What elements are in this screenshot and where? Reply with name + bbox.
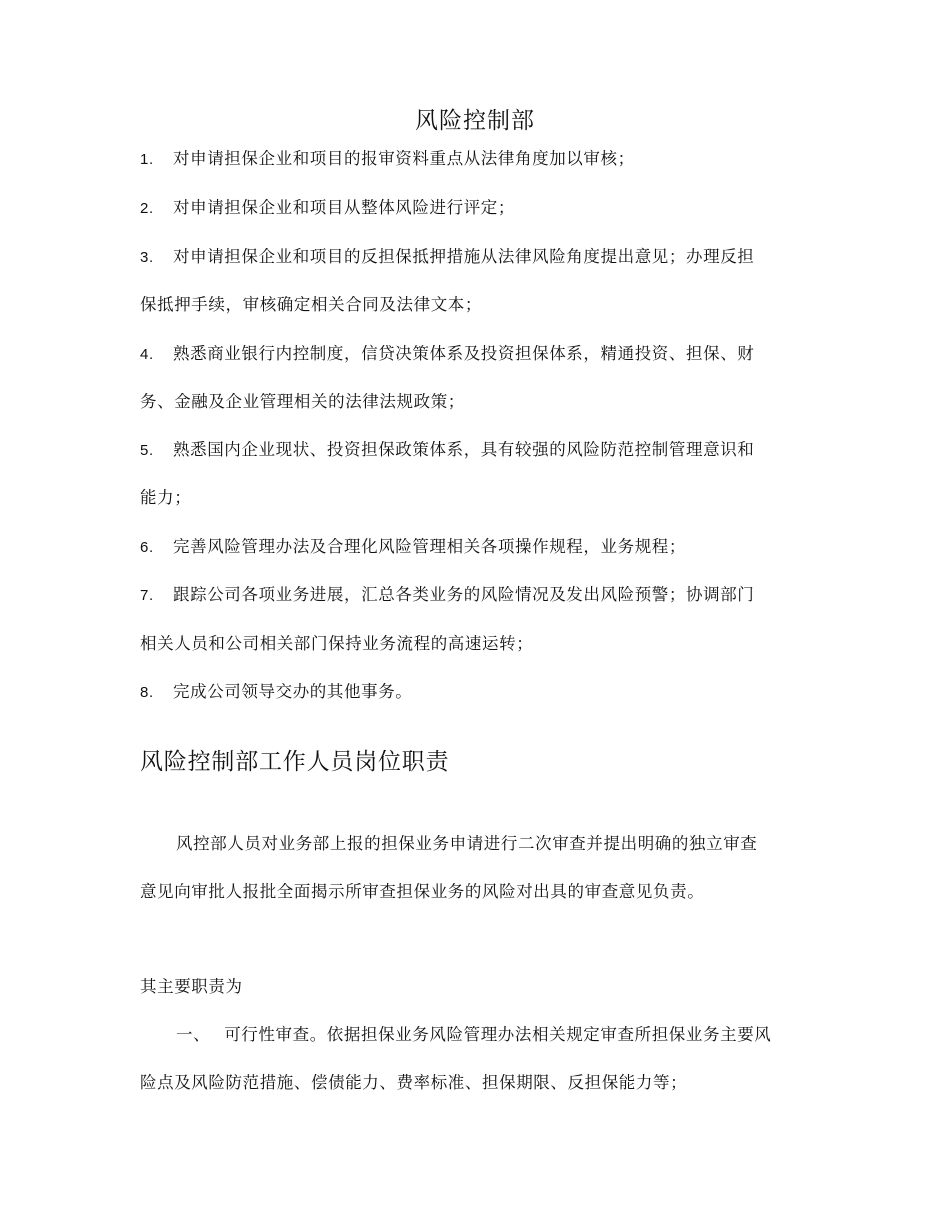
- duty-item-2: [140, 196, 830, 221]
- duty-item-4: [140, 342, 830, 367]
- duty-text: 完善风险管理办法及合理化风险管理相关各项操作规程，业务规程；: [173, 537, 686, 556]
- duty-number: 8.: [140, 684, 154, 701]
- duty-number: 7.: [140, 587, 154, 604]
- duty-item-7: [140, 583, 830, 608]
- duty-text: 完成公司领导交办的其他事务。: [173, 682, 413, 701]
- duty-text: 跟踪公司各项业务进展，汇总各类业务的风险情况及发出风险预警；协调部门: [173, 585, 755, 604]
- duty-item-6: [140, 535, 830, 560]
- duty-text: 熟悉国内企业现状、投资担保政策体系，具有较强的风险防范控制管理意识和: [173, 440, 755, 459]
- duty-item-5: [140, 438, 830, 463]
- item-marker: 一、: [176, 1025, 211, 1044]
- duty-item-3-continuation: 保抵押手续，审核确定相关合同及法律文本；: [140, 295, 482, 314]
- duty-item-1: [140, 147, 830, 172]
- duty-number: 6.: [140, 539, 154, 556]
- section-title: 风险控制部工作人员岗位职责: [140, 749, 450, 775]
- duty-number: 4.: [140, 346, 154, 363]
- duty-text: 对申请担保企业和项目的反担保抵押措施从法律风险角度提出意见；办理反担: [173, 247, 755, 266]
- duty-item-7-continuation: 相关人员和公司相关部门保持业务流程的高速运转；: [140, 634, 534, 653]
- duty-number: 1.: [140, 151, 154, 168]
- duty-item-8: [140, 680, 830, 705]
- duty-item-one-continuation: 险点及风险防范措施、偿债能力、费率标准、担保期限、反担保能力等；: [140, 1073, 688, 1092]
- item-text: 可行性审查。依据担保业务风险管理办法相关规定审查所担保业务主要风: [224, 1025, 772, 1044]
- duty-text: 对申请担保企业和项目的报审资料重点从法律角度加以审核；: [173, 149, 635, 168]
- duty-item-4-continuation: 务、金融及企业管理相关的法律法规政策；: [140, 392, 465, 411]
- duty-item-3: [140, 245, 830, 270]
- main-duties-label: 其主要职责为: [140, 977, 243, 996]
- duty-number: 2.: [140, 200, 154, 217]
- intro-paragraph-line-1: 风控部人员对业务部上报的担保业务申请进行二次审查并提出明确的独立审查: [176, 834, 758, 853]
- duty-number: 5.: [140, 442, 154, 459]
- intro-paragraph-line-2: 意见向审批人报批全面揭示所审查担保业务的风险对出具的审查意见负责。: [140, 882, 705, 901]
- duty-item-5-continuation: 能力；: [140, 488, 192, 507]
- duty-text: 对申请担保企业和项目从整体风险进行评定；: [173, 198, 515, 217]
- duty-text: 熟悉商业银行内控制度，信贷决策体系及投资担保体系，精通投资、担保、财: [173, 344, 755, 363]
- page-title: 风险控制部: [415, 108, 535, 134]
- duty-item-one: [140, 1023, 866, 1047]
- duty-number: 3.: [140, 249, 154, 266]
